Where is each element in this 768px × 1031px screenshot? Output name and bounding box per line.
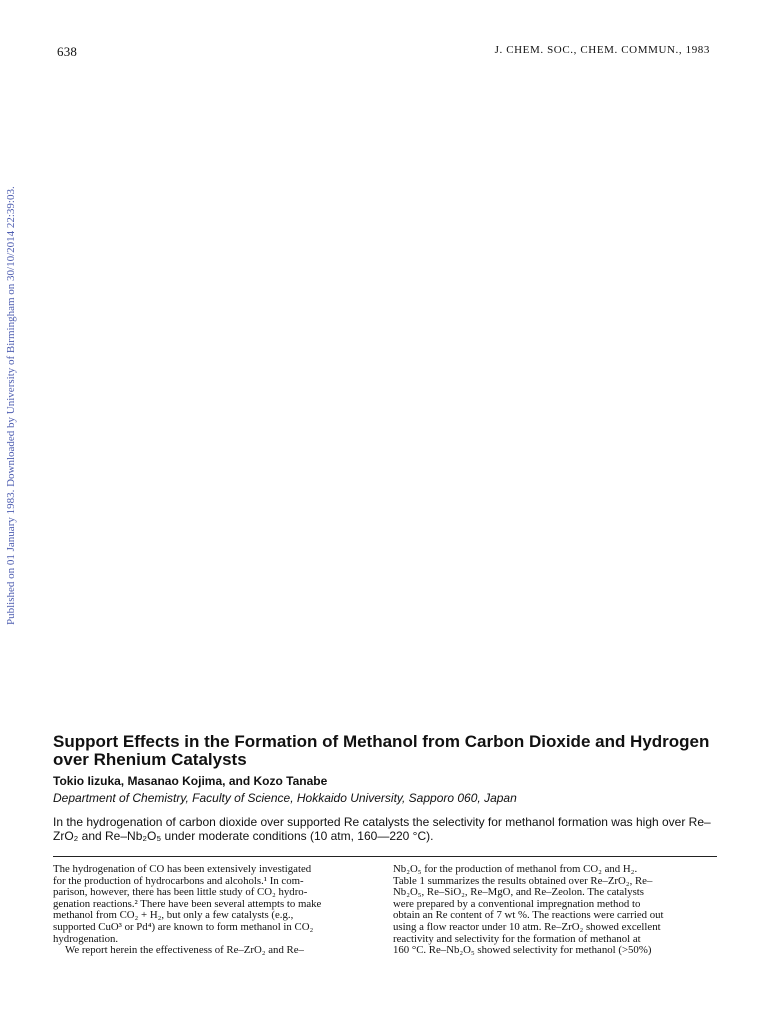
body-line: Table 1 summarizes the results obtained over Re–ZrO₂, Re– [393,875,653,887]
body-left-column [53,864,373,957]
body-line: hydrogenation. [53,933,119,945]
body-line: reactivity and selectivity for the formation of methanol at [393,933,641,945]
body-line: supported CuO³ or Pd⁴) are known to form methanol in CO₂ [53,921,314,933]
body-line: We report herein the effectiveness of Re–ZrO₂ and Re– [65,945,304,957]
body-line: The hydrogenation of CO has been extensively investigated [53,864,312,875]
body-line: methanol from CO₂ + H₂, but only a few catalysts (e.g., [53,910,294,922]
page-number: 638 [57,44,78,59]
body-line: using a flow reactor under 10 atm. Re–ZrO₂ showed excellent [393,921,661,933]
abstract-divider [53,856,717,857]
body-right-column [393,864,713,957]
body-line: Nb₂O₅ for the production of methanol from CO₂ and H₂. [393,864,638,875]
body-line: for the production of hydrocarbons and alcohols.¹ In com- [53,875,304,887]
body-line: 160 °C. Re–Nb₂O₅ showed selectivity for methanol (>50%) [393,945,652,957]
article-authors: Tokio Iizuka, Masanao Kojima, and Kozo Tanabe [53,774,328,788]
body-line: were prepared by a conventional impregnation method to [393,898,641,910]
article-abstract: In the hydrogenation of carbon dioxide over supported Re catalysts the selectivity for methanol formation was high over Re–ZrO₂ and Re–Nb₂O₅ under moderate conditions (10 atm, 160—220 °C). [53,815,711,843]
running-head: J. CHEM. SOC., CHEM. COMMUN., 1983 [494,44,710,56]
body-line: parison, however, there has been little study of CO₂ hydro- [53,887,308,899]
article-title: Support Effects in the Formation of Methanol from Carbon Dioxide and Hydrogen over Rhenium Catalysts [53,732,710,769]
body-line: obtain an Re content of 7 wt %. The reactions were carried out [393,910,664,922]
download-stamp: Published on 01 January 1983. Downloaded by University of Birmingham on 30/10/2014 22:39:03. [5,186,17,625]
body-line: genation reactions.² There have been several attempts to make [53,898,322,910]
body-line: Nb₂O₅, Re–SiO₂, Re–MgO, and Re–Zeolon. The catalysts [393,887,644,899]
article-affiliation: Department of Chemistry, Faculty of Science, Hokkaido University, Sapporo 060, Japan [53,791,517,805]
